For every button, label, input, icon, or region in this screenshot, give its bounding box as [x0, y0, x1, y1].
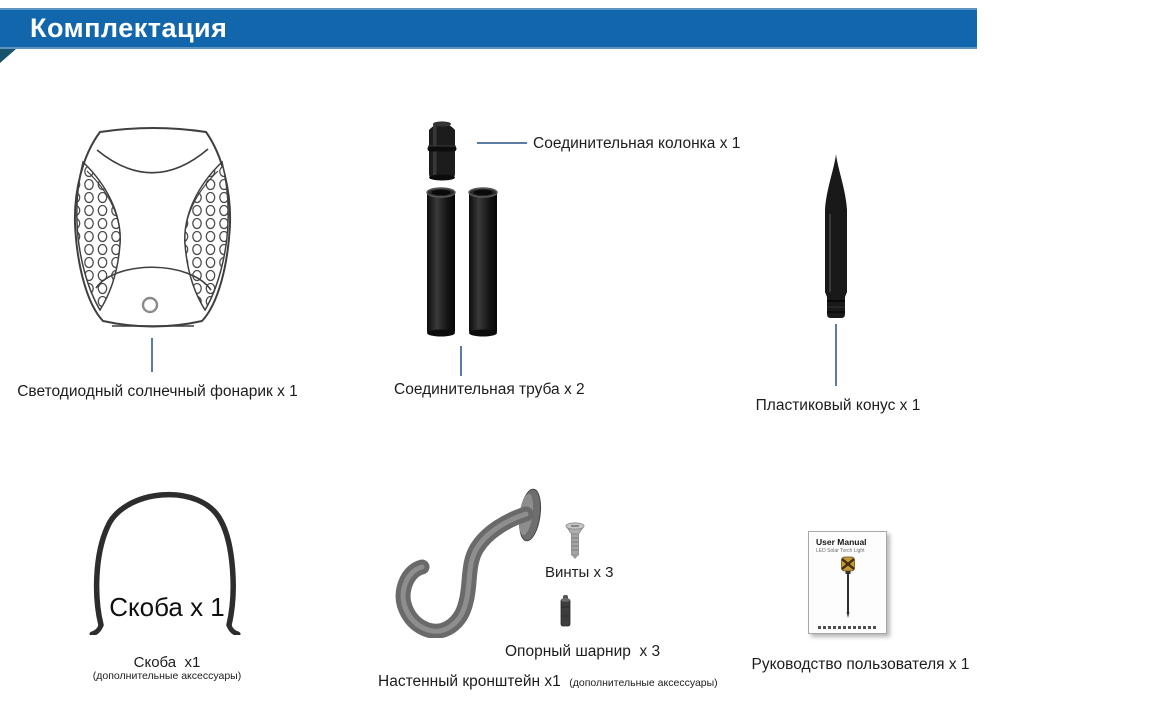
solar-light-label: Светодиодный солнечный фонарик x 1 [17, 383, 298, 400]
plastic-cone-illustration [821, 152, 851, 324]
support-hinge-illustration [556, 594, 576, 630]
user-manual-cover [808, 531, 887, 634]
plastic-cone-label: Пластиковый конус x 1 [755, 397, 921, 414]
clamp-label: Скоба x1 [133, 654, 201, 671]
connecting-tube-illustration [425, 184, 499, 340]
wall-bracket-illustration [380, 482, 552, 638]
user-manual-cover-subtitle: LED Solar Torch Light [816, 548, 865, 555]
clamp-diagram-label: Скоба x 1 [109, 592, 225, 622]
connecting-tube-leader-line [460, 346, 462, 376]
section-title: Комплектация [30, 13, 228, 43]
torch-light-cover-art [837, 556, 859, 618]
clamp-note: (дополнительные аксессуары) [92, 670, 242, 682]
support-hinge-label: Опорный шарнир x 3 [505, 643, 661, 660]
connecting-column-leader-line [477, 142, 527, 144]
solar-light-leader-line [151, 338, 153, 372]
section-header-bar [0, 8, 977, 49]
user-manual-fineprint-line [818, 626, 878, 629]
connecting-tube-label: Соединительная труба x 2 [394, 381, 585, 398]
wall-bracket-label: Настенный кронштейн x1 [378, 673, 561, 690]
screws-label: Винты x 3 [545, 564, 614, 581]
connecting-column-illustration [426, 116, 458, 184]
header-ribbon-fold [0, 49, 16, 63]
user-manual-label: Руководство пользователя x 1 [751, 656, 970, 673]
user-manual-cover-title: User Manual [816, 537, 867, 547]
wall-bracket-note: (дополнительные аксессуары) [569, 677, 718, 689]
screw-illustration [562, 521, 588, 559]
solar-light-illustration [70, 114, 235, 344]
connecting-column-label: Соединительная колонка x 1 [533, 135, 741, 152]
plastic-cone-leader-line [835, 324, 837, 386]
wall-bracket-label-row [378, 673, 718, 691]
